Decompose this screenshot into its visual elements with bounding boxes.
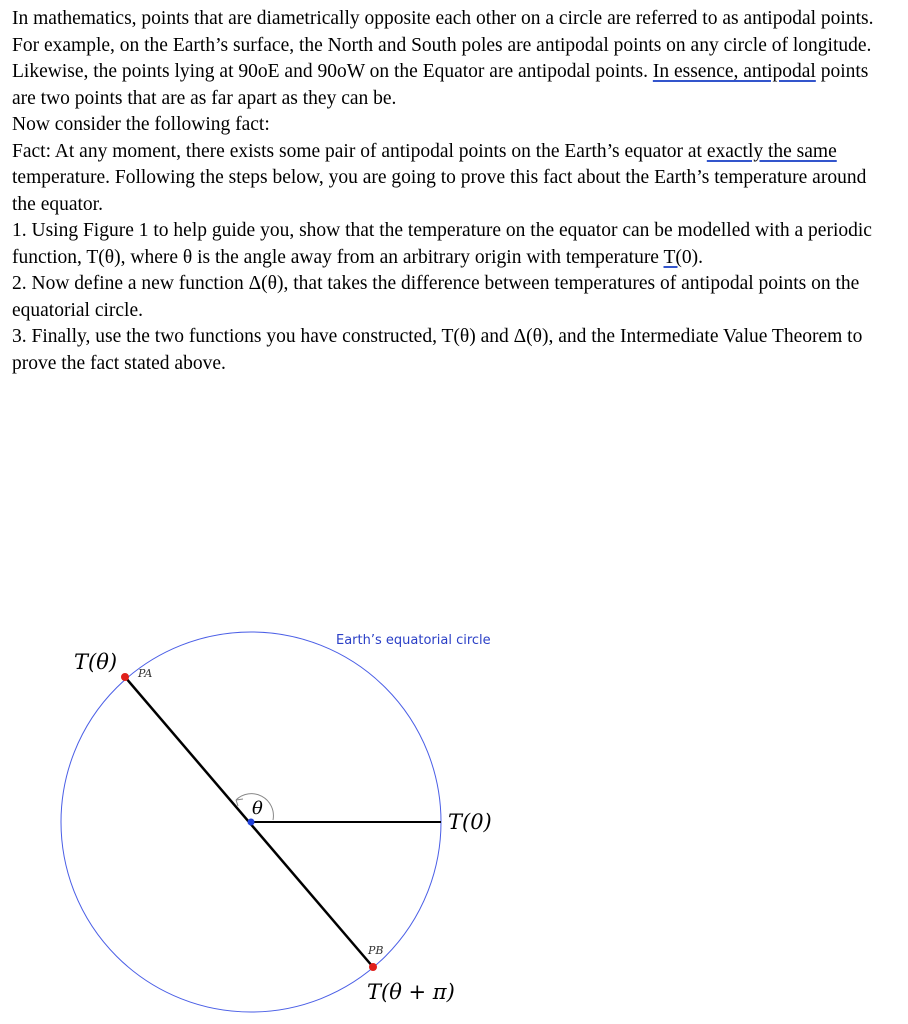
document-body — [12, 6, 892, 377]
intro-underlined-text: In essence, antipodal — [652, 61, 816, 82]
angle-arc-arrowhead-icon — [236, 799, 243, 806]
label-t-zero: T(0) — [448, 810, 492, 834]
step-1-paragraph — [12, 218, 892, 271]
fact-text-2: temperature. Following the steps below, you are going to prove this fact about the Earth’s temperature around the equator. — [12, 167, 867, 215]
point-pb — [369, 963, 377, 971]
intro-paragraph — [12, 6, 892, 112]
label-theta: θ — [252, 798, 263, 819]
label-t-theta-plus-pi: T(θ + π) — [367, 980, 455, 1004]
step-3-paragraph: 3. Finally, use the two functions you have constructed, T(θ) and Δ(θ), and the Intermediate Value Theorem to prove the fact stated above. — [12, 326, 863, 374]
fact-text-1: Fact: At any moment, there exists some pair of antipodal points on the Earth’s equator at — [12, 140, 707, 162]
fact-underlined-text: exactly the same — [706, 140, 837, 162]
figure-caption: Earth’s equatorial circle — [336, 633, 491, 648]
intro-text-2: points are two points that are as far apart as they can be. — [12, 61, 869, 109]
step-1-underlined-text: T( — [663, 246, 682, 268]
figure-1 — [0, 600, 908, 1024]
center-point — [248, 819, 255, 826]
label-t-theta: T(θ) — [74, 650, 118, 674]
fact-paragraph — [12, 139, 892, 219]
step-1-text-1: 1. Using Figure 1 to help guide you, show that the temperature on the equator can be modelled with a periodic function, T(θ), where θ is the angle away from an arbitrary origin with temperature — [12, 220, 872, 268]
label-pb: PB — [368, 944, 384, 957]
point-pa — [121, 673, 129, 681]
intro-text-1: In mathematics, points that are diametrically opposite each other on a circle are referred to as antipodal points. For example, on the Earth’s surface, the North and South poles are antipodal points on any circle of longitude. Likewise, the points lying at 90oE and 90oW on the Equator are antipodal points. — [12, 8, 874, 82]
label-pa: PA — [138, 667, 153, 680]
step-2-paragraph: 2. Now define a new function Δ(θ), that takes the difference between temperatures of antipodal points on the equatorial circle. — [12, 273, 860, 321]
consider-paragraph: Now consider the following fact: — [12, 114, 270, 135]
step-1-text-2: 0). — [681, 246, 704, 268]
